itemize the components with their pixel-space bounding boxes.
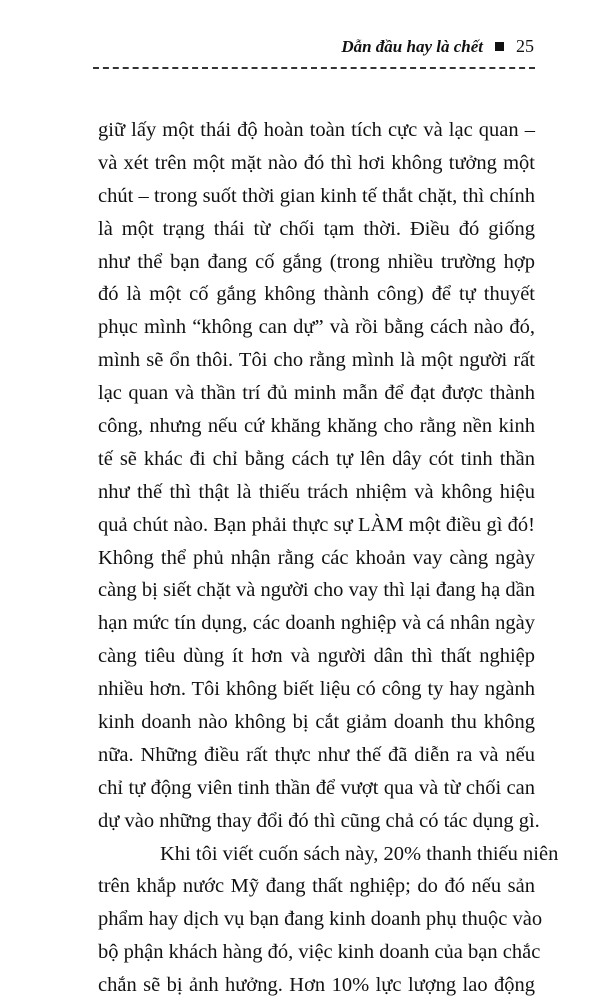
- text-line: chỉ tự động viên tinh thần để vượt qua và từ chối can: [98, 776, 535, 799]
- body-text: [98, 114, 559, 1002]
- text-line: hạn mức tín dụng, các doanh nghiệp và cá nhân ngày: [98, 612, 535, 635]
- text-line: như thế thì thật là thiếu trách nhiệm và không hiệu: [98, 480, 535, 503]
- text-line: phục mình “không can dự” và rồi bằng cách nào đó,: [98, 316, 535, 339]
- text-line: giữ lấy một thái độ hoàn toàn tích cực và lạc quan –: [98, 119, 535, 141]
- text-line: bộ phận khách hàng đó, việc kinh doanh của bạn chắc: [98, 941, 541, 964]
- text-line: kinh doanh nào không bị cắt giảm doanh thu không: [98, 711, 535, 734]
- text-line: tế sẽ khác đi chỉ bằng cách tự lên dây cót tinh thần: [98, 447, 535, 470]
- text-line: càng bị siết chặt và người cho vay thì lại đang hạ dần: [98, 579, 535, 602]
- text-line: mình sẽ ổn thôi. Tôi cho rằng mình là một người rất: [98, 349, 535, 372]
- text-line: nhiều hơn. Tôi không biết liệu có công ty hay ngành: [98, 678, 535, 701]
- text-line: Không thể phủ nhận rằng các khoản vay càng ngày: [98, 546, 535, 569]
- running-header: [341, 36, 534, 57]
- text-line: lạc quan và thần trí đủ minh mẫn để đạt được thành: [98, 382, 535, 405]
- square-bullet-icon: [495, 42, 504, 51]
- text-line: phẩm hay dịch vụ bạn đang kinh doanh phụ thuộc vào: [98, 908, 543, 931]
- text-line: nữa. Những điều rất thực như thế đã diễn ra và nếu: [98, 743, 535, 766]
- text-line: quả chút nào. Bạn phải thực sự LÀM một điều gì đó!: [98, 513, 535, 536]
- text-line: dự vào những thay đổi đó thì cũng chả có tác dụng gì.: [98, 809, 540, 832]
- text-line: là một trạng thái từ chối tạm thời. Điều đó giống: [98, 217, 535, 240]
- page-number: 25: [516, 36, 534, 56]
- text-line: trên khắp nước Mỹ đang thất nghiệp; do đó nếu sản: [98, 875, 535, 898]
- chapter-title: Dẫn đầu hay là chết: [341, 36, 483, 56]
- text-line: chắn sẽ bị ảnh hưởng. Hơn 10% lực lượng lao động: [98, 974, 535, 997]
- text-line: và xét trên một mặt nào đó thì hơi không tưởng một: [98, 151, 535, 174]
- text-line: như thể bạn đang cố gắng (trong nhiều trường hợp: [98, 250, 535, 273]
- text-line: đó là một cố gắng không thành công) để tự thuyết: [98, 283, 535, 306]
- text-line: Khi tôi viết cuốn sách này, 20% thanh thiếu niên: [160, 842, 559, 865]
- header-divider: [93, 67, 535, 69]
- text-line: công, nhưng nếu cứ khăng khăng cho rằng nền kinh: [98, 415, 535, 438]
- text-line: chút – trong suốt thời gian kinh tế thắt chặt, thì chính: [98, 184, 535, 207]
- text-line: càng tiêu dùng ít hơn và người dân thì thất nghiệp: [98, 645, 535, 668]
